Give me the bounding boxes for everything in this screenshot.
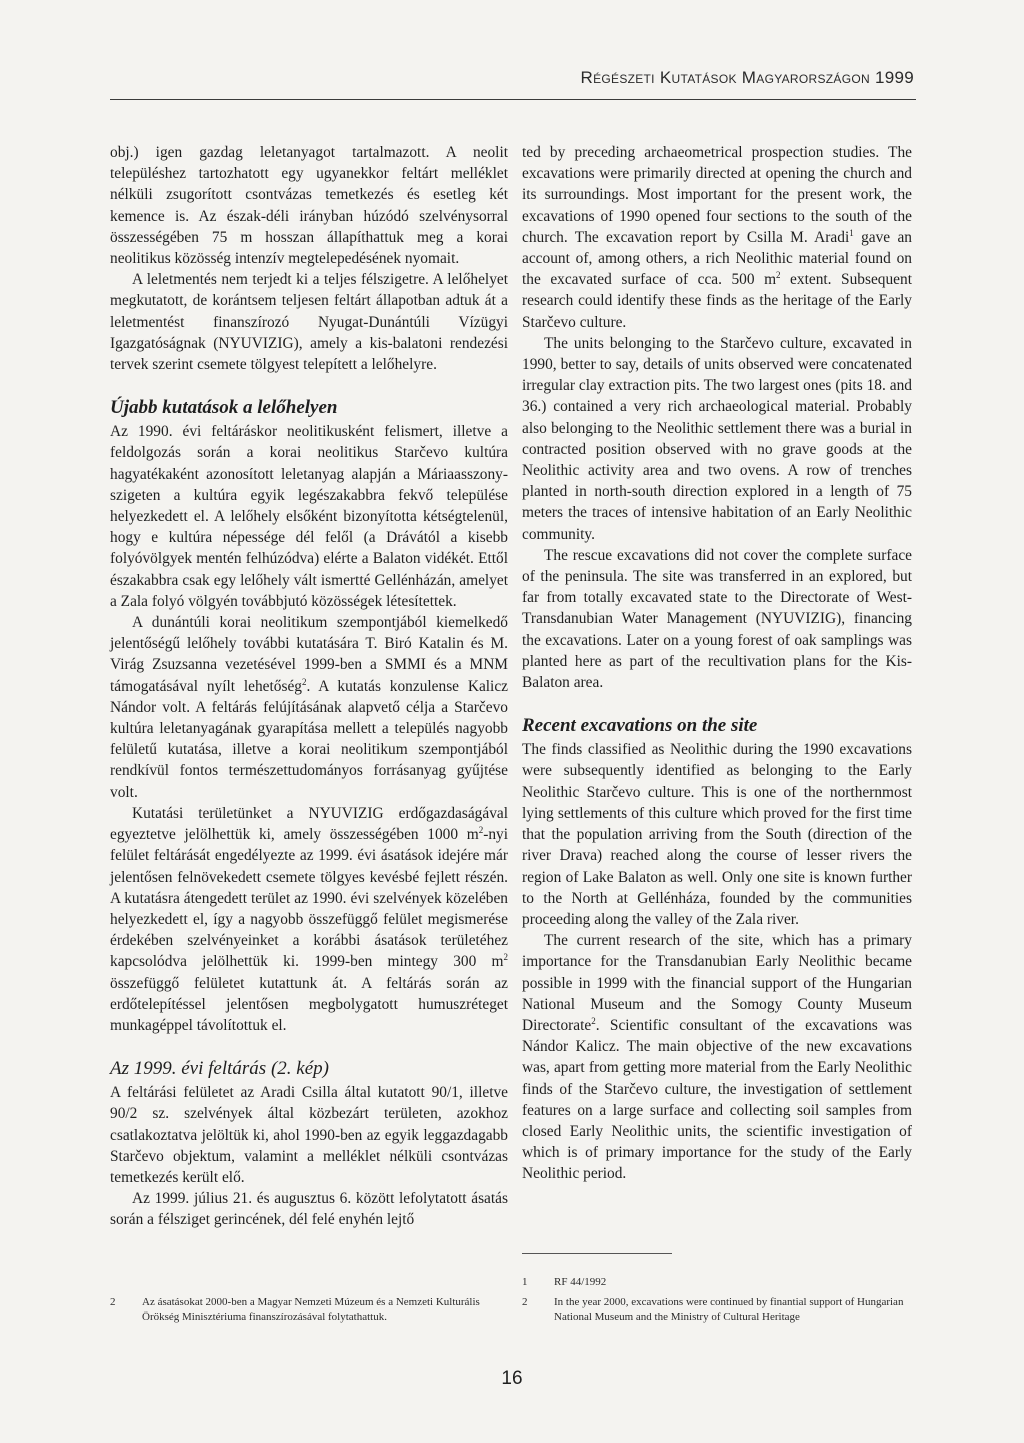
right-paragraph-4: The finds classified as Neolithic during the 1990 excavations were subsequently identified as belonging to the Early Neolithic Starčevo culture. This is one of the northernmost lying settlements of this culture which proved for the first time that the population arriving from the South (direction of the river Drava) reached along the course of lesser rivers the region of Lake Balaton as well. Only one site is known further to the North at Gellénháza, founded by the communities proceeding along the valley of the Zala river. (522, 741, 912, 928)
left-paragraph-5 (110, 803, 508, 1036)
left-paragraph-3: Az 1990. évi feltáráskor neolitikusként felismert, illetve a feldolgozás során a korai neolitikus Starčevo kultúra hagyatékaként azonosított leletanyag alapján a Máriaasszony-szigeten a kultúra egyik legészakabbra fekvő települése helyezkedett el. A lelőhely elsőként bizonyította kétségtelenül, hogy e kultúra népessége dél felől (a Drávától a kisebb folyóvölgyek mentén felhúzódva) elérte a Balaton vidékét. Ettől északabbra csak egy lelőhely vált ismertté Gellénházán, amelyet a Zala folyó völgyén továbbjutó közösségek létesítettek. (110, 423, 508, 610)
text-run: összefüggő felületet kutattunk át. A feltárás során az erdőtelepítéssel jelentősen megbolygatott humuszréteget munkagéppel távolítottuk el. (110, 974, 508, 1034)
right-paragraph-3: The rescue excavations did not cover the complete surface of the peninsula. The site was transferred in an explored, but far from totally excavated state to the Directorate of West-Transdanubian Water Management (NYUVIZIG), financing the excavations. Later on a young forest of oak samplings was planted here as part of the recultivation plans for the Kis-Balaton area. (522, 546, 912, 692)
page-number: 16 (501, 1368, 523, 1389)
text-run: extent. Subsequent research could identify these finds as the heritage of the Early Starčevo culture. (522, 271, 912, 331)
superscript: 2 (478, 824, 484, 835)
footnote-ref: 1 (849, 227, 854, 238)
text-run: ted by preceding archaeometrical prospection studies. The excavations were primarily directed at opening the church and its surroundings. Most important for the present work, the excavations of 1990 opened four sections to the south of the church. The excavation report by Csilla M. Aradi (522, 144, 912, 246)
right-paragraph-1 (522, 142, 912, 333)
text-run: Kutatási területünket a NYUVIZIG erdőgazdaságával egyeztetve jelölhettük ki, amely összességében 1000 m (110, 804, 508, 844)
right-paragraph-5 (522, 930, 912, 1184)
text-run: . A kutatás konzulense Kalicz Nándor volt. A feltárás felújításának alapvető célja a Starčevo kultúra leletanyagának gyarapítása mellett a település nagyobb felületű kutatása, illetve a korai neolitikum szempontjából rendkívül fontos természettudományos forrásanyag gyűjtése volt. (110, 677, 508, 801)
running-header: Régészeti Kutatások Magyarországon 1999 (580, 68, 914, 87)
superscript: 2 (503, 952, 508, 963)
text-run: -nyi felület feltárását engedélyezte az 1999. évi ásatások idejére már jelentősen felnövekedett csemete tölgyes kevésbé fejlett részén. A kutatásra átengedett terület az 1990. évi szelvények közelében helyezkedett el, így a nagyobb összefüggő felület megismerése érdekében szelvényeinket a korábbi ásatások területéhez kapcsolódva jelölhettük ki. 1999-ben mintegy 300 m (110, 826, 508, 971)
footnote-ref: 2 (591, 1015, 596, 1026)
left-paragraph-4 (110, 612, 508, 803)
text-run: The current research of the site, which has a primary importance for the Transdanubian Early Neolithic became possible in 1999 with the financial support of the Hungarian National Museum and the Somogy County Museum Directorate (522, 932, 912, 1034)
header-rule (110, 99, 916, 100)
superscript: 2 (776, 270, 781, 281)
text-run: . Scientific consultant of the excavations was Nándor Kalicz. The main objective of the new excavations was, apart from getting more material from the Early Neolithic finds of the Starčevo culture, the investigation of settlement features on a large surface and collecting soil samples from closed Early Neolithic units, the scientific investigation of which is of primary importance for the study of the Early Neolithic period. (522, 1016, 912, 1183)
footnote-ref: 2 (302, 676, 307, 687)
footnote-left-2 (110, 1295, 508, 1325)
footnote-number: 2 (110, 1296, 116, 1308)
right-heading-recent-excavations: Recent excavations on the site (522, 715, 758, 737)
text-run: gave an account of, among others, a rich Neolithic material found on the excavated surface of cca. 500 m (522, 228, 912, 289)
left-heading-1999-excavation: Az 1999. évi feltárás (2. kép) (110, 1058, 329, 1080)
footnote-right-2 (522, 1295, 912, 1325)
left-paragraph-6: A feltárási felületet az Aradi Csilla által kutatott 90/1, illetve 90/2 sz. szelvények által közbezárt területen, azokhoz csatlakoztatva jelöltük ki, ahol 1990-ben az egyik leggazdagabb Starčevo objektum, valamint a melléklet nélküli csontvázas temetkezés került elő. (110, 1084, 508, 1186)
footnote-number: 1 (522, 1276, 528, 1288)
left-heading-recent-research: Újabb kutatások a lelőhelyen (110, 397, 338, 419)
footnote-text: Az ásatásokat 2000-ben a Magyar Nemzeti Múzeum és a Nemzeti Kulturális Örökség Minisztériuma finanszírozásával folytathattuk. (142, 1296, 480, 1323)
footnote-text: In the year 2000, excavations were continued by finantial support of Hungarian National Museum and the Ministry of Cultural Heritage (554, 1296, 904, 1323)
left-paragraph-1: obj.) igen gazdag leletanyagot tartalmazott. A neolit településhez tartozhatott egy ugyanekkor feltárt melléklet nélküli zsugorított csontvázas temetkezés és esetleg két kemence is. Az észak-déli irányban húzódó szelvénysorral összességében 75 m hosszan állapíthattuk meg a korai neolitikus közösség intenzív megtelepedésének nyomait. (110, 144, 508, 268)
left-column (110, 142, 508, 1231)
footnote-number: 2 (522, 1296, 528, 1308)
footnote-text: RF 44/1992 (554, 1276, 607, 1288)
right-column (522, 142, 912, 1185)
left-paragraph-7: Az 1999. július 21. és augusztus 6. között lefolytatott ásatás során a félsziget gerincének, dél felé enyhén lejtő (110, 1190, 508, 1229)
footnote-rule-right (522, 1253, 672, 1254)
left-paragraph-2: A leletmentés nem terjedt ki a teljes félszigetre. A lelőhelyet megkutatott, de korántsem teljesen feltárt állapotban adtuk át a leletmentést finanszírozó Nyugat-Dunántúli Vízügyi Igazgatóságnak (NYUVIZIG), amely a kis-balatoni rendezési tervek szerint csemete tölgyest telepített a lelőhelyre. (110, 271, 508, 374)
text-run: A dunántúli korai neolitikum szempontjából kiemelkedő jelentőségű lelőhely további kutatására T. Biró Katalin és M. Virág Zsuzsanna vezetésével 1999-ben a SMMI és a MNM támogatásával nyílt lehetőség (110, 614, 508, 695)
footnote-right-1 (522, 1275, 912, 1290)
right-paragraph-2: The units belonging to the Starčevo culture, excavated in 1990, better to say, details of units observed were concatenated irregular clay extraction pits. The two largest ones (pits 18. and 36.) contained a very rich archaeological material. Probably also belonging to the Neolithic settlement there was a burial in contracted position observed with no grave goods at the Neolithic activity area and two ovens. A row of trenches planted in north-south direction explored in a length of 75 meters the traces of intensive habitation of an Early Neolithic community. (522, 334, 912, 543)
